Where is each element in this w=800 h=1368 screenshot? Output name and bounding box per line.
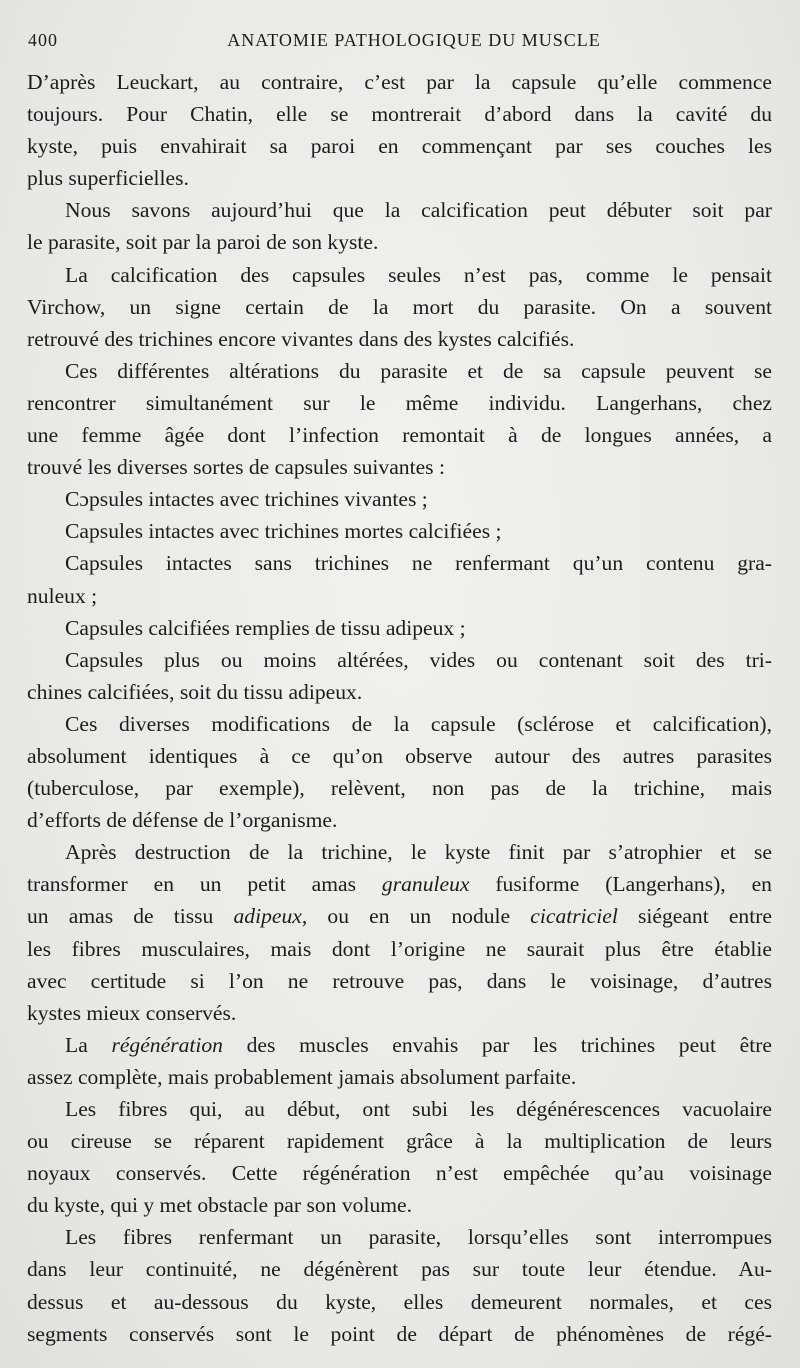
text-line: Capsules plus ou moins altérées, vides ou contenant soit des tri- bbox=[65, 647, 772, 672]
text-segment: siégeant entre bbox=[617, 904, 773, 929]
text-line: rencontrer simultanément sur le même individu. Langerhans, chez bbox=[27, 390, 772, 415]
text-line: kyste, puis envahirait sa paroi en commençant par ses couches les bbox=[27, 134, 772, 159]
text-line: toujours. Pour Chatin, elle se montrerait d’abord dans la cavité du bbox=[27, 102, 772, 127]
text-line: assez complète, mais probablement jamais absolument parfaite. bbox=[27, 1064, 577, 1089]
text-line: (tuberculose, par exemple), relèvent, non pas de la trichine, mais bbox=[27, 776, 772, 801]
text-line: ou cireuse se réparent rapidement grâce à la multiplication de leurs bbox=[27, 1129, 772, 1154]
text-line bbox=[27, 1029, 772, 1061]
text-line: dans leur continuité, ne dégénèrent pas sur toute leur étendue. Au- bbox=[27, 1257, 772, 1282]
italic-term: adipeux bbox=[233, 904, 302, 929]
text-line: le parasite, soit par la paroi de son kyste. bbox=[27, 230, 379, 255]
text-line bbox=[27, 900, 772, 932]
text-segment: transformer en un petit amas bbox=[27, 872, 382, 897]
text-line: kystes mieux conservés. bbox=[27, 1000, 237, 1025]
text-line: Après destruction de la trichine, le kyste finit par s’atrophier et se bbox=[65, 840, 772, 865]
text-line: trouvé les diverses sortes de capsules suivantes : bbox=[27, 455, 445, 480]
text-line: D’après Leuckart, au contraire, c’est par la capsule qu’elle commence bbox=[27, 70, 772, 94]
text-line: du kyste, qui y met obstacle par son volume. bbox=[27, 1193, 413, 1218]
text-line: Virchow, un signe certain de la mort du parasite. On a souvent bbox=[27, 294, 772, 319]
text-line: Nous savons aujourd’hui que la calcification peut débuter soit par bbox=[65, 198, 772, 223]
text-line: chines calcifiées, soit du tissu adipeux. bbox=[27, 679, 363, 704]
text-segment: La bbox=[65, 1032, 112, 1057]
body-text bbox=[27, 66, 772, 1350]
text-line: plus superficielles. bbox=[27, 166, 189, 191]
text-line: Ces diverses modifications de la capsule (sclérose et calcification), bbox=[65, 711, 772, 736]
text-line: absolument identiques à ce qu’on observe autour des autres parasites bbox=[27, 743, 772, 768]
italic-term: granuleux bbox=[381, 872, 470, 897]
text-segment: , ou en un nodule bbox=[301, 904, 531, 929]
text-segment: des muscles envahis par les trichines peut être bbox=[222, 1032, 772, 1057]
page-header bbox=[28, 30, 760, 60]
text-line bbox=[27, 868, 772, 900]
text-line: nuleux ; bbox=[27, 583, 98, 608]
text-line: segments conservés sont le point de départ de phénomènes de régé- bbox=[27, 1321, 772, 1346]
text-line: Ces différentes altérations du parasite et de sa capsule peuvent se bbox=[65, 358, 772, 383]
text-line: Cɔpsules intactes avec trichines vivantes ; bbox=[65, 487, 428, 512]
text-line: dessus et au-dessous du kyste, elles demeurent normales, et ces bbox=[27, 1289, 772, 1314]
text-line: Les fibres qui, au début, ont subi les dégénérescences vacuolaire bbox=[65, 1097, 772, 1121]
text-line: noyaux conservés. Cette régénération n’est empêchée qu’au voisinage bbox=[27, 1161, 772, 1186]
text-line: Capsules intactes avec trichines mortes calcifiées ; bbox=[65, 519, 502, 544]
text-line: avec certitude si l’on ne retrouve pas, dans le voisinage, d’autres bbox=[27, 968, 772, 993]
text-line: La calcification des capsules seules n’est pas, comme le pensait bbox=[65, 262, 772, 287]
running-title: ANATOMIE PATHOLOGIQUE DU MUSCLE bbox=[227, 30, 601, 50]
italic-term: régénération bbox=[111, 1032, 223, 1057]
text-line: Capsules intactes sans trichines ne renfermant qu’un contenu gra- bbox=[65, 551, 772, 576]
text-line: Capsules calcifiées remplies de tissu adipeux ; bbox=[65, 615, 466, 640]
text-line: retrouvé des trichines encore vivantes dans des kystes calcifiés. bbox=[27, 326, 575, 351]
text-segment: fusiforme (Langerhans), en bbox=[469, 872, 772, 897]
text-line: d’efforts de défense de l’organisme. bbox=[27, 808, 338, 833]
text-line: une femme âgée dont l’infection remontait à de longues années, a bbox=[27, 423, 772, 448]
italic-term: cicatriciel bbox=[530, 904, 618, 929]
text-line: les fibres musculaires, mais dont l’origine ne saurait plus être établie bbox=[27, 936, 772, 961]
text-line: Les fibres renfermant un parasite, lorsqu’elles sont interrompues bbox=[65, 1225, 772, 1250]
page-number: 400 bbox=[28, 30, 58, 50]
text-segment: un amas de tissu bbox=[27, 904, 234, 929]
